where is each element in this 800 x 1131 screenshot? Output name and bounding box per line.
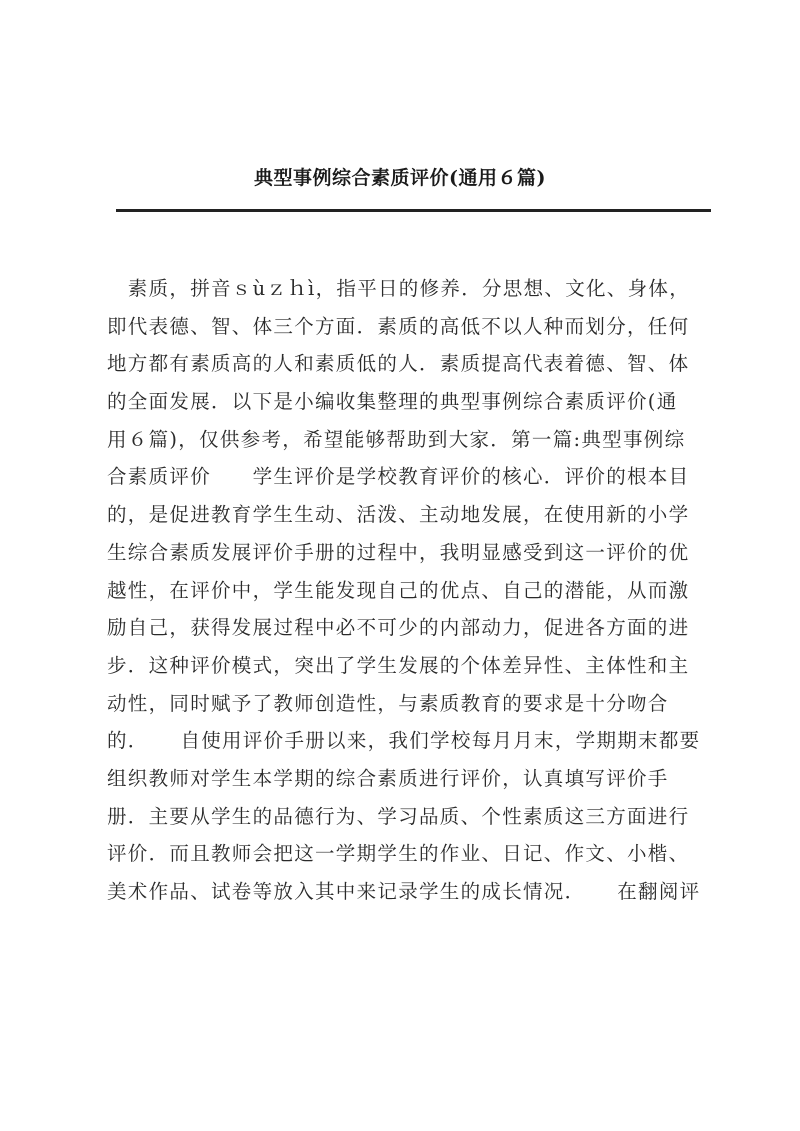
body-line: 地方都有素质高的人和素质低的人．素质提高代表着德、智、体: [107, 352, 690, 376]
body-line: 动性，同时赋予了教师创造性，与素质教育的要求是十分吻合: [107, 691, 669, 715]
body-line: 评价．而且教师会把这一学期学生的作业、日记、作文、小楷、: [107, 842, 690, 866]
body-line: 组织教师对学生本学期的综合素质进行评价，认真填写评价手: [107, 766, 669, 790]
body-line: 生综合素质发展评价手册的过程中，我明显感受到这一评价的优: [107, 540, 690, 564]
body-line: 的，是促进教育学生生动、活泼、主动地发展，在使用新的小学: [107, 503, 690, 527]
body-line: 合素质评价 学生评价是学校教育评价的核心．评价的根本目: [107, 465, 690, 489]
document-body: [107, 270, 727, 911]
title-divider: [116, 209, 711, 212]
body-line: 册．主要从学生的品德行为、学习品质、个性素质这三方面进行: [107, 804, 690, 828]
body-line: 即代表德、智、体三个方面．素质的高低不以人种而划分，任何: [107, 314, 690, 338]
body-line: 用６篇)，仅供参考，希望能够帮助到大家．第一篇:典型事例综: [107, 427, 686, 451]
document-title: 典型事例综合素质评价(通用６篇): [254, 167, 546, 189]
body-line: 美术作品、试卷等放入其中来记录学生的成长情况． 在翻阅评: [107, 880, 701, 903]
body-line: 的全面发展．以下是小编收集整理的典型事例综合素质评价(通: [107, 390, 678, 414]
body-line: 步．这种评价模式，突出了学生发展的个体差异性、主体性和主: [107, 653, 690, 677]
body-line: 越性，在评价中，学生能发现自己的优点、自己的潜能，从而激: [107, 578, 690, 602]
body-line: 的． 自使用评价手册以来，我们学校每月月末，学期期末都要: [107, 729, 701, 753]
body-line: 素质，拼音ｓùｚｈì，指平日的修养．分思想、文化、身体，: [107, 277, 690, 300]
body-line: 励自己，获得发展过程中必不可少的内部动力，促进各方面的进: [107, 616, 690, 640]
